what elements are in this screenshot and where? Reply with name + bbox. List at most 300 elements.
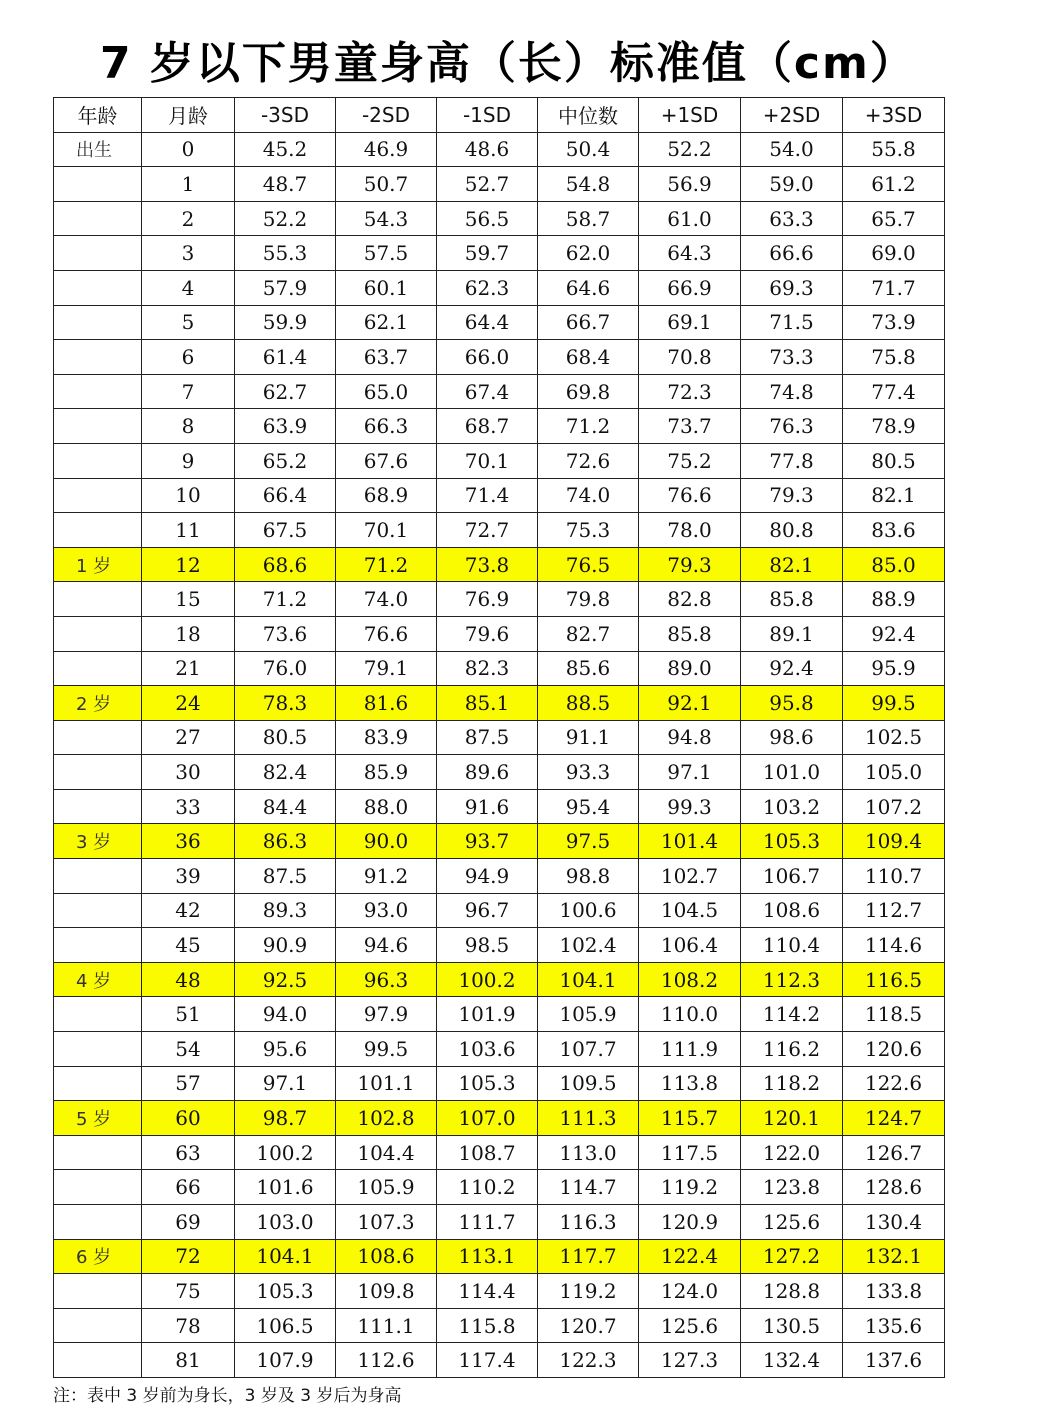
value-cell: 76.0 (235, 651, 336, 686)
value-cell: 127.2 (741, 1239, 843, 1274)
value-cell: 76.9 (437, 582, 538, 617)
value-cell: 85.1 (437, 686, 538, 721)
age-cell (54, 1066, 142, 1101)
value-cell: 85.0 (843, 547, 945, 582)
value-cell: 93.3 (538, 755, 639, 790)
age-cell (54, 997, 142, 1032)
age-cell (54, 443, 142, 478)
value-cell: 46.9 (336, 132, 437, 167)
value-cell: 95.9 (843, 651, 945, 686)
value-cell: 91.6 (437, 789, 538, 824)
value-cell: 82.8 (639, 582, 741, 617)
value-cell: 70.8 (639, 340, 741, 375)
month-cell: 75 (142, 1274, 235, 1309)
age-cell (54, 513, 142, 548)
age-cell: 5 岁 (54, 1101, 142, 1136)
value-cell: 101.1 (336, 1066, 437, 1101)
value-cell: 76.6 (336, 616, 437, 651)
value-cell: 79.3 (639, 547, 741, 582)
value-cell: 116.5 (843, 962, 945, 997)
value-cell: 135.6 (843, 1308, 945, 1343)
value-cell: 90.0 (336, 824, 437, 859)
age-cell (54, 582, 142, 617)
value-cell: 105.3 (235, 1274, 336, 1309)
month-cell: 48 (142, 962, 235, 997)
value-cell: 114.4 (437, 1274, 538, 1309)
value-cell: 73.6 (235, 616, 336, 651)
month-cell: 69 (142, 1205, 235, 1240)
age-cell (54, 305, 142, 340)
value-cell: 120.1 (741, 1101, 843, 1136)
month-cell: 4 (142, 270, 235, 305)
value-cell: 92.4 (741, 651, 843, 686)
value-cell: 97.9 (336, 997, 437, 1032)
age-cell (54, 1135, 142, 1170)
value-cell: 83.6 (843, 513, 945, 548)
month-cell: 7 (142, 374, 235, 409)
month-cell: 42 (142, 893, 235, 928)
age-cell: 3 岁 (54, 824, 142, 859)
value-cell: 75.8 (843, 340, 945, 375)
value-cell: 55.3 (235, 236, 336, 271)
value-cell: 137.6 (843, 1343, 945, 1378)
header-plus-1sd: +1SD (639, 98, 741, 133)
value-cell: 93.0 (336, 893, 437, 928)
age-cell (54, 651, 142, 686)
table-row (54, 997, 945, 1032)
value-cell: 98.6 (741, 720, 843, 755)
age-cell: 2 岁 (54, 686, 142, 721)
table-row (54, 409, 945, 444)
value-cell: 56.9 (639, 167, 741, 202)
value-cell: 124.7 (843, 1101, 945, 1136)
value-cell: 103.6 (437, 1032, 538, 1067)
value-cell: 116.2 (741, 1032, 843, 1067)
age-cell (54, 340, 142, 375)
value-cell: 87.5 (235, 859, 336, 894)
month-cell: 18 (142, 616, 235, 651)
value-cell: 79.6 (437, 616, 538, 651)
value-cell: 71.4 (437, 478, 538, 513)
value-cell: 97.1 (639, 755, 741, 790)
value-cell: 66.7 (538, 305, 639, 340)
value-cell: 124.0 (639, 1274, 741, 1309)
value-cell: 107.0 (437, 1101, 538, 1136)
value-cell: 73.9 (843, 305, 945, 340)
value-cell: 80.5 (843, 443, 945, 478)
value-cell: 101.6 (235, 1170, 336, 1205)
month-cell: 3 (142, 236, 235, 271)
value-cell: 104.1 (235, 1239, 336, 1274)
value-cell: 91.1 (538, 720, 639, 755)
value-cell: 109.4 (843, 824, 945, 859)
month-cell: 15 (142, 582, 235, 617)
value-cell: 96.3 (336, 962, 437, 997)
value-cell: 105.3 (741, 824, 843, 859)
value-cell: 72.7 (437, 513, 538, 548)
month-cell: 78 (142, 1308, 235, 1343)
value-cell: 75.2 (639, 443, 741, 478)
value-cell: 89.3 (235, 893, 336, 928)
value-cell: 48.6 (437, 132, 538, 167)
value-cell: 67.6 (336, 443, 437, 478)
value-cell: 106.4 (639, 928, 741, 963)
value-cell: 52.2 (639, 132, 741, 167)
table-row (54, 236, 945, 271)
value-cell: 114.7 (538, 1170, 639, 1205)
table-row (54, 582, 945, 617)
value-cell: 88.5 (538, 686, 639, 721)
value-cell: 102.7 (639, 859, 741, 894)
value-cell: 100.6 (538, 893, 639, 928)
value-cell: 117.5 (639, 1135, 741, 1170)
value-cell: 57.5 (336, 236, 437, 271)
value-cell: 120.7 (538, 1308, 639, 1343)
value-cell: 132.1 (843, 1239, 945, 1274)
value-cell: 128.6 (843, 1170, 945, 1205)
value-cell: 77.4 (843, 374, 945, 409)
value-cell: 118.5 (843, 997, 945, 1032)
table-row (54, 1205, 945, 1240)
value-cell: 104.4 (336, 1135, 437, 1170)
header-median: 中位数 (538, 98, 639, 133)
month-cell: 30 (142, 755, 235, 790)
value-cell: 122.4 (639, 1239, 741, 1274)
table-row (54, 547, 945, 582)
value-cell: 122.6 (843, 1066, 945, 1101)
value-cell: 50.4 (538, 132, 639, 167)
value-cell: 71.2 (538, 409, 639, 444)
value-cell: 95.6 (235, 1032, 336, 1067)
value-cell: 66.0 (437, 340, 538, 375)
month-cell: 33 (142, 789, 235, 824)
month-cell: 24 (142, 686, 235, 721)
value-cell: 54.8 (538, 167, 639, 202)
value-cell: 91.2 (336, 859, 437, 894)
month-cell: 39 (142, 859, 235, 894)
value-cell: 125.6 (741, 1205, 843, 1240)
value-cell: 73.8 (437, 547, 538, 582)
value-cell: 98.5 (437, 928, 538, 963)
value-cell: 69.3 (741, 270, 843, 305)
value-cell: 65.7 (843, 201, 945, 236)
month-cell: 66 (142, 1170, 235, 1205)
table-row (54, 478, 945, 513)
value-cell: 76.5 (538, 547, 639, 582)
value-cell: 111.1 (336, 1308, 437, 1343)
value-cell: 80.5 (235, 720, 336, 755)
value-cell: 117.7 (538, 1239, 639, 1274)
table-row (54, 1032, 945, 1067)
month-cell: 8 (142, 409, 235, 444)
age-cell (54, 1343, 142, 1378)
header-plus-2sd: +2SD (741, 98, 843, 133)
age-cell (54, 893, 142, 928)
age-cell: 6 岁 (54, 1239, 142, 1274)
value-cell: 115.8 (437, 1308, 538, 1343)
value-cell: 127.3 (639, 1343, 741, 1378)
value-cell: 75.3 (538, 513, 639, 548)
value-cell: 132.4 (741, 1343, 843, 1378)
header-plus-3sd: +3SD (843, 98, 945, 133)
table-row (54, 443, 945, 478)
age-cell (54, 1308, 142, 1343)
value-cell: 84.4 (235, 789, 336, 824)
value-cell: 63.3 (741, 201, 843, 236)
value-cell: 67.5 (235, 513, 336, 548)
value-cell: 115.7 (639, 1101, 741, 1136)
value-cell: 128.8 (741, 1274, 843, 1309)
table-row (54, 686, 945, 721)
value-cell: 71.7 (843, 270, 945, 305)
value-cell: 55.8 (843, 132, 945, 167)
value-cell: 133.8 (843, 1274, 945, 1309)
table-row (54, 305, 945, 340)
header-minus-3sd: -3SD (235, 98, 336, 133)
value-cell: 79.3 (741, 478, 843, 513)
age-cell: 出生 (54, 132, 142, 167)
value-cell: 99.5 (336, 1032, 437, 1067)
age-cell (54, 755, 142, 790)
value-cell: 62.1 (336, 305, 437, 340)
value-cell: 67.4 (437, 374, 538, 409)
header-age: 年龄 (54, 98, 142, 133)
value-cell: 70.1 (437, 443, 538, 478)
value-cell: 85.9 (336, 755, 437, 790)
table-row (54, 1239, 945, 1274)
value-cell: 61.0 (639, 201, 741, 236)
value-cell: 110.0 (639, 997, 741, 1032)
header-minus-1sd: -1SD (437, 98, 538, 133)
value-cell: 73.7 (639, 409, 741, 444)
value-cell: 107.2 (843, 789, 945, 824)
value-cell: 87.5 (437, 720, 538, 755)
value-cell: 54.3 (336, 201, 437, 236)
month-cell: 9 (142, 443, 235, 478)
value-cell: 90.9 (235, 928, 336, 963)
table-row (54, 1170, 945, 1205)
value-cell: 94.0 (235, 997, 336, 1032)
value-cell: 92.5 (235, 962, 336, 997)
age-cell (54, 1170, 142, 1205)
table-row (54, 1135, 945, 1170)
value-cell: 122.3 (538, 1343, 639, 1378)
value-cell: 101.9 (437, 997, 538, 1032)
age-cell (54, 616, 142, 651)
month-cell: 5 (142, 305, 235, 340)
value-cell: 101.4 (639, 824, 741, 859)
value-cell: 108.2 (639, 962, 741, 997)
value-cell: 69.0 (843, 236, 945, 271)
table-row (54, 1308, 945, 1343)
value-cell: 82.7 (538, 616, 639, 651)
value-cell: 120.6 (843, 1032, 945, 1067)
value-cell: 50.7 (336, 167, 437, 202)
value-cell: 71.5 (741, 305, 843, 340)
value-cell: 82.3 (437, 651, 538, 686)
table-row (54, 374, 945, 409)
value-cell: 76.6 (639, 478, 741, 513)
age-cell (54, 1205, 142, 1240)
table-row (54, 132, 945, 167)
table-row (54, 167, 945, 202)
value-cell: 105.9 (336, 1170, 437, 1205)
table-row (54, 616, 945, 651)
month-cell: 81 (142, 1343, 235, 1378)
value-cell: 101.0 (741, 755, 843, 790)
value-cell: 105.0 (843, 755, 945, 790)
value-cell: 54.0 (741, 132, 843, 167)
value-cell: 88.9 (843, 582, 945, 617)
value-cell: 92.1 (639, 686, 741, 721)
value-cell: 77.8 (741, 443, 843, 478)
age-cell (54, 1274, 142, 1309)
value-cell: 92.4 (843, 616, 945, 651)
value-cell: 102.4 (538, 928, 639, 963)
age-cell (54, 789, 142, 824)
value-cell: 107.9 (235, 1343, 336, 1378)
value-cell: 99.3 (639, 789, 741, 824)
value-cell: 113.1 (437, 1239, 538, 1274)
value-cell: 85.6 (538, 651, 639, 686)
value-cell: 69.1 (639, 305, 741, 340)
value-cell: 45.2 (235, 132, 336, 167)
value-cell: 125.6 (639, 1308, 741, 1343)
value-cell: 63.9 (235, 409, 336, 444)
value-cell: 66.9 (639, 270, 741, 305)
month-cell: 1 (142, 167, 235, 202)
value-cell: 95.4 (538, 789, 639, 824)
value-cell: 112.3 (741, 962, 843, 997)
value-cell: 103.0 (235, 1205, 336, 1240)
value-cell: 100.2 (437, 962, 538, 997)
value-cell: 58.7 (538, 201, 639, 236)
month-cell: 10 (142, 478, 235, 513)
value-cell: 89.6 (437, 755, 538, 790)
value-cell: 108.7 (437, 1135, 538, 1170)
value-cell: 59.7 (437, 236, 538, 271)
table-row (54, 651, 945, 686)
value-cell: 123.8 (741, 1170, 843, 1205)
value-cell: 113.0 (538, 1135, 639, 1170)
value-cell: 104.1 (538, 962, 639, 997)
value-cell: 60.1 (336, 270, 437, 305)
table-row (54, 340, 945, 375)
value-cell: 110.7 (843, 859, 945, 894)
value-cell: 111.3 (538, 1101, 639, 1136)
value-cell: 98.8 (538, 859, 639, 894)
month-cell: 54 (142, 1032, 235, 1067)
value-cell: 104.5 (639, 893, 741, 928)
value-cell: 93.7 (437, 824, 538, 859)
table-row (54, 789, 945, 824)
value-cell: 78.3 (235, 686, 336, 721)
value-cell: 89.0 (639, 651, 741, 686)
month-cell: 57 (142, 1066, 235, 1101)
footnote: 注：表中 3 岁前为身长，3 岁及 3 岁后为身高 (53, 1386, 402, 1406)
value-cell: 89.1 (741, 616, 843, 651)
value-cell: 78.0 (639, 513, 741, 548)
month-cell: 12 (142, 547, 235, 582)
age-cell (54, 409, 142, 444)
value-cell: 70.1 (336, 513, 437, 548)
value-cell: 72.6 (538, 443, 639, 478)
value-cell: 68.4 (538, 340, 639, 375)
value-cell: 117.4 (437, 1343, 538, 1378)
table-row (54, 513, 945, 548)
value-cell: 106.5 (235, 1308, 336, 1343)
table-row (54, 962, 945, 997)
month-cell: 2 (142, 201, 235, 236)
month-cell: 27 (142, 720, 235, 755)
age-cell (54, 201, 142, 236)
value-cell: 74.0 (336, 582, 437, 617)
value-cell: 68.9 (336, 478, 437, 513)
value-cell: 48.7 (235, 167, 336, 202)
age-cell (54, 270, 142, 305)
value-cell: 102.8 (336, 1101, 437, 1136)
month-cell: 6 (142, 340, 235, 375)
value-cell: 62.7 (235, 374, 336, 409)
page-title: 7 岁以下男童身高（长）标准值（cm） (100, 38, 916, 89)
value-cell: 86.3 (235, 824, 336, 859)
value-cell: 118.2 (741, 1066, 843, 1101)
age-cell: 1 岁 (54, 547, 142, 582)
value-cell: 72.3 (639, 374, 741, 409)
value-cell: 110.4 (741, 928, 843, 963)
value-cell: 100.2 (235, 1135, 336, 1170)
age-cell (54, 859, 142, 894)
value-cell: 116.3 (538, 1205, 639, 1240)
value-cell: 61.2 (843, 167, 945, 202)
value-cell: 120.9 (639, 1205, 741, 1240)
table-row (54, 755, 945, 790)
value-cell: 85.8 (639, 616, 741, 651)
value-cell: 83.9 (336, 720, 437, 755)
value-cell: 97.1 (235, 1066, 336, 1101)
table-row (54, 270, 945, 305)
value-cell: 52.7 (437, 167, 538, 202)
value-cell: 65.0 (336, 374, 437, 409)
value-cell: 102.5 (843, 720, 945, 755)
value-cell: 71.2 (336, 547, 437, 582)
value-cell: 88.0 (336, 789, 437, 824)
table-body (54, 132, 945, 1377)
age-cell: 4 岁 (54, 962, 142, 997)
value-cell: 66.3 (336, 409, 437, 444)
value-cell: 81.6 (336, 686, 437, 721)
value-cell: 57.9 (235, 270, 336, 305)
value-cell: 105.9 (538, 997, 639, 1032)
value-cell: 73.3 (741, 340, 843, 375)
value-cell: 61.4 (235, 340, 336, 375)
header-month: 月龄 (142, 98, 235, 133)
value-cell: 80.8 (741, 513, 843, 548)
value-cell: 114.6 (843, 928, 945, 963)
value-cell: 63.7 (336, 340, 437, 375)
value-cell: 98.7 (235, 1101, 336, 1136)
value-cell: 64.6 (538, 270, 639, 305)
table-row (54, 1066, 945, 1101)
value-cell: 110.2 (437, 1170, 538, 1205)
table-row (54, 720, 945, 755)
value-cell: 59.9 (235, 305, 336, 340)
value-cell: 119.2 (538, 1274, 639, 1309)
month-cell: 36 (142, 824, 235, 859)
table-row (54, 824, 945, 859)
age-cell (54, 928, 142, 963)
value-cell: 130.4 (843, 1205, 945, 1240)
